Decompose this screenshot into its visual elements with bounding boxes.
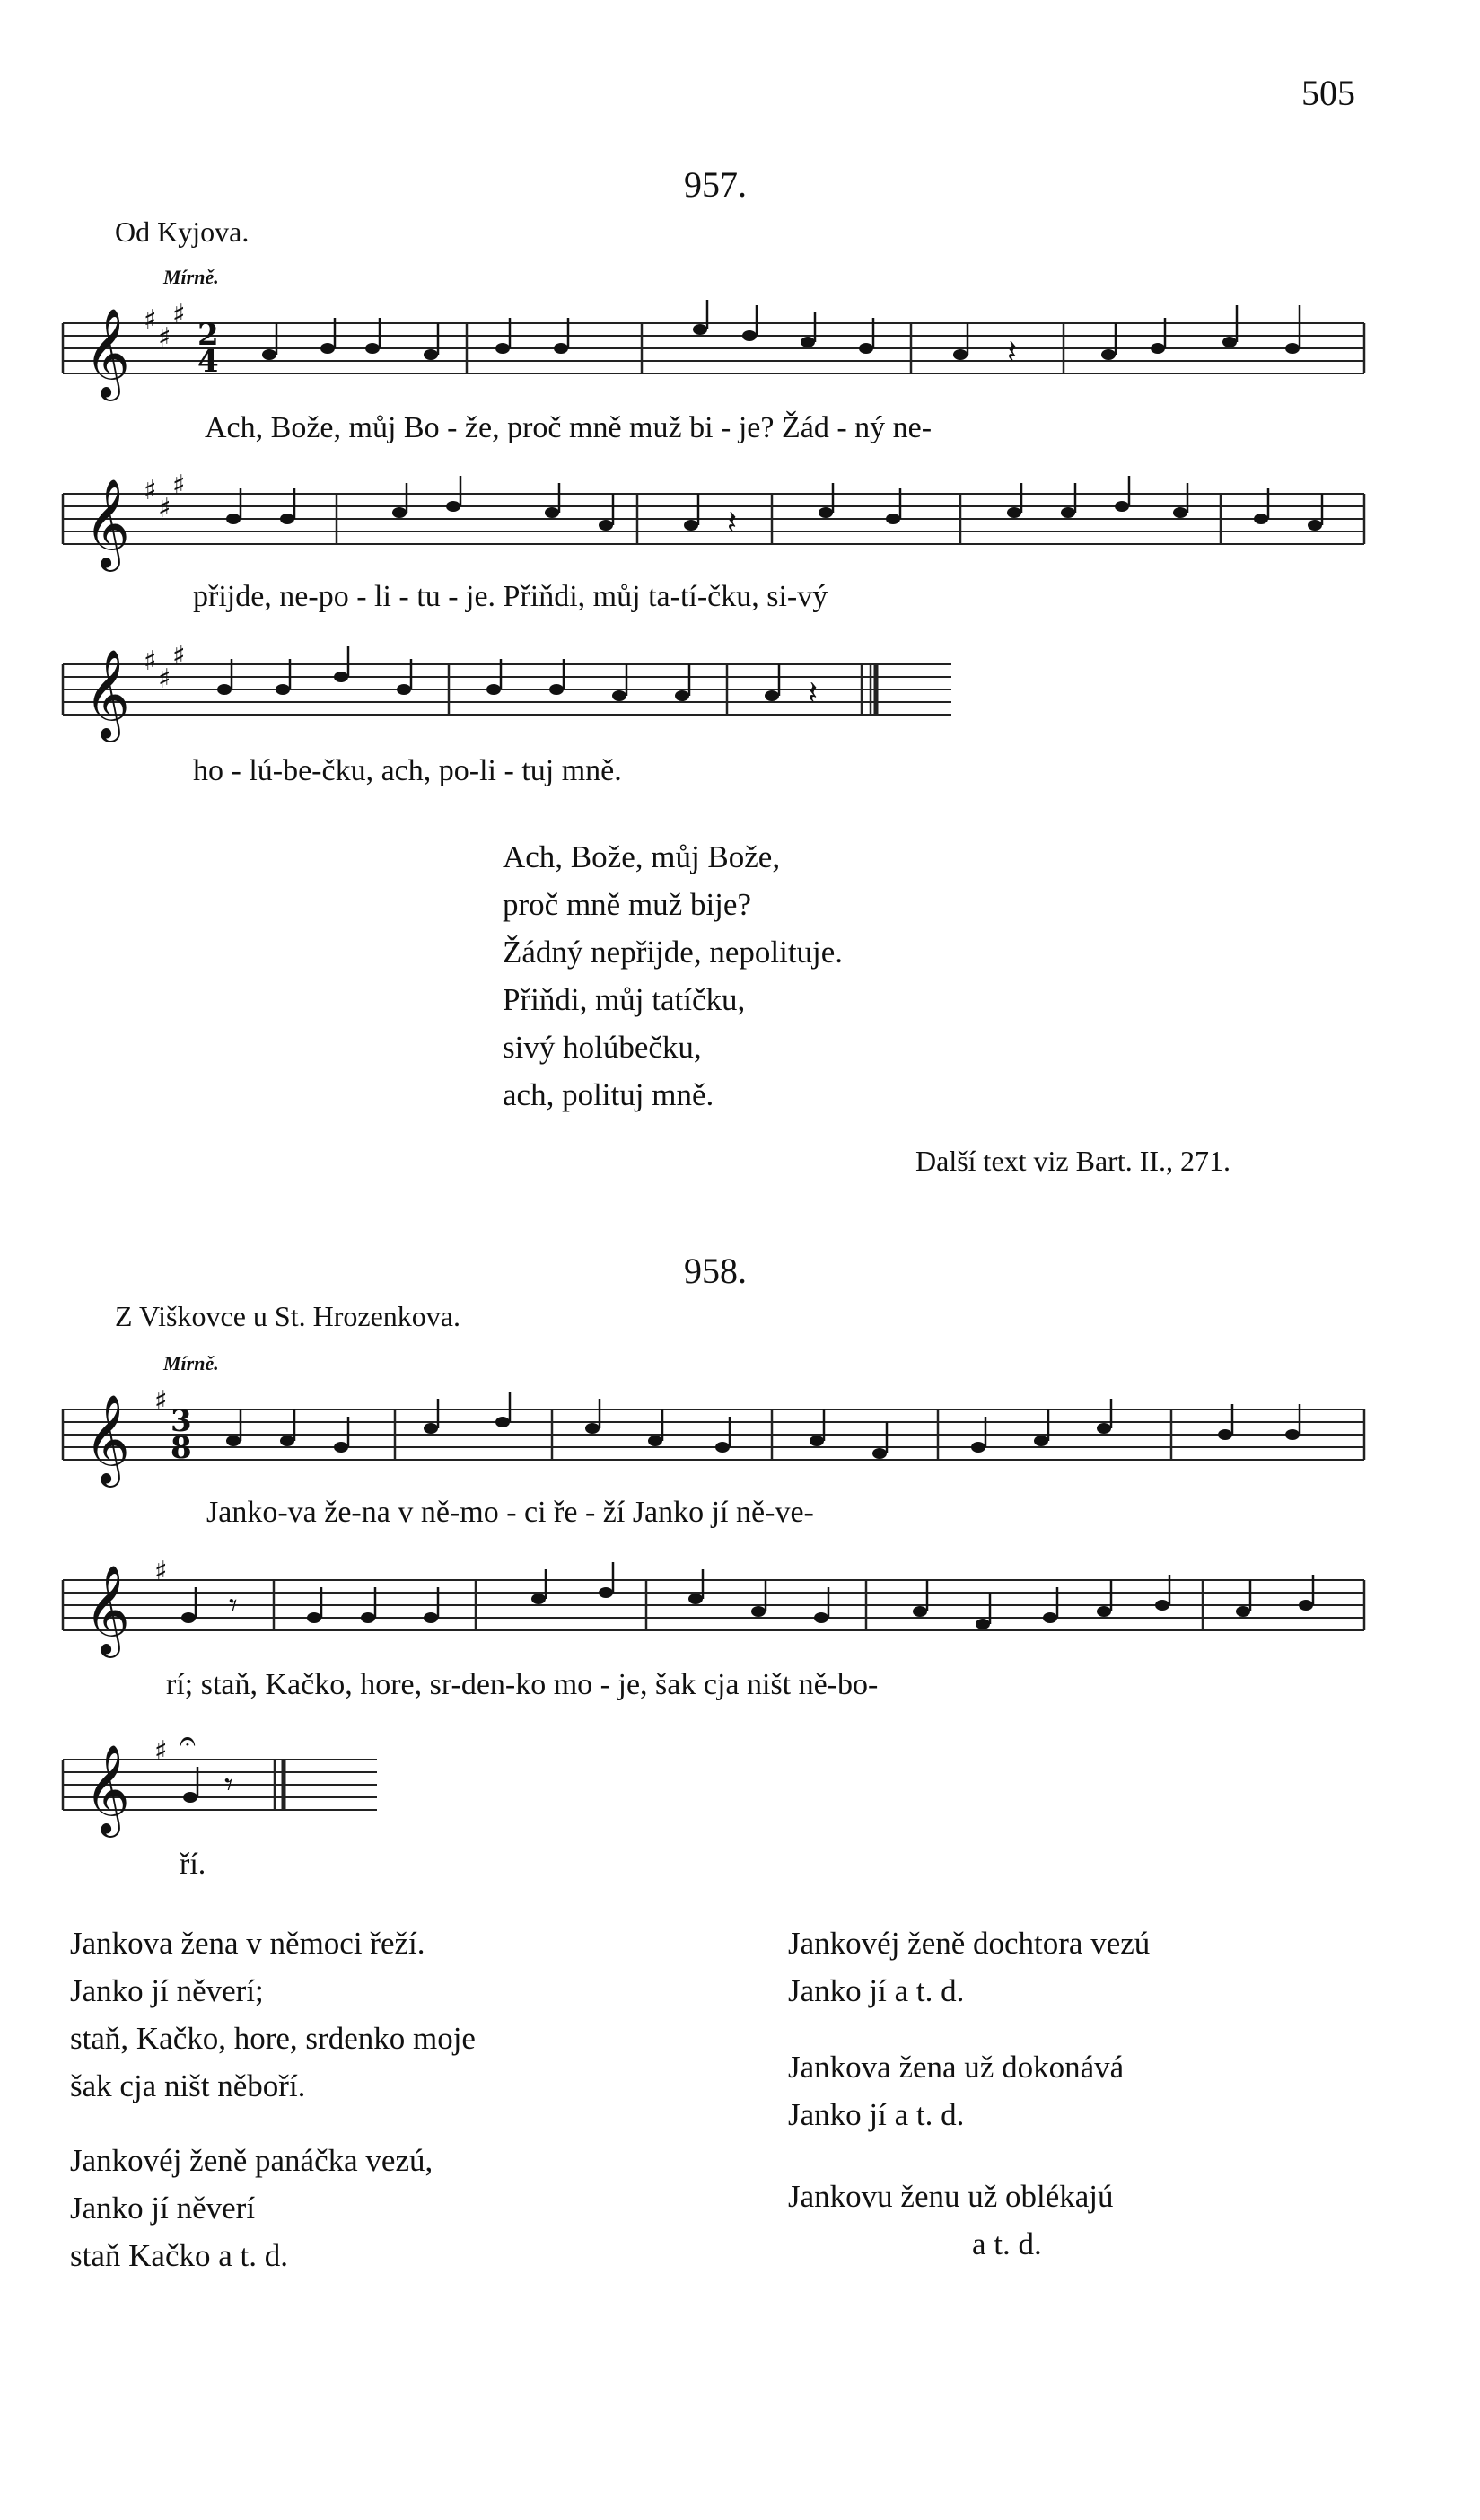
song-origin-958: Z Viškovce u St. Hrozenkova. <box>115 1300 460 1332</box>
notes <box>226 1392 1300 1459</box>
time-signature-bottom: 4 <box>197 344 219 380</box>
verse-line: Přiňdi, můj tatíčku, <box>503 982 746 1017</box>
verse-line: Janko jí něverí; <box>70 1973 264 2008</box>
verse-line: staň Kačko a t. d. <box>70 2238 288 2273</box>
verse-958-right-3 <box>788 2173 1114 2268</box>
treble-clef-icon: 𝄞 <box>84 649 130 739</box>
lyric-line-957-3: ho - lú-be-čku, ach, po-li - tuj mně. <box>193 754 622 787</box>
song-number-958: 958. <box>684 1251 747 1291</box>
verse-line: Jankova žena už dokonává <box>788 2050 1125 2085</box>
notes <box>181 1562 1313 1629</box>
treble-clef-icon: 𝄞 <box>84 479 130 568</box>
verse-line: Jankovéj ženě dochtora vezú <box>788 1926 1151 1961</box>
quarter-rest-icon: 𝄽 <box>727 505 738 541</box>
lyric-line-958-2: rí; staň, Kačko, hore, sr-den-ko mo - je, šak cja ništ ně-bo- <box>166 1668 879 1701</box>
treble-clef-icon: 𝄞 <box>84 1394 130 1484</box>
notes <box>217 646 779 701</box>
treble-clef-icon: 𝄞 <box>84 1565 130 1655</box>
verse-line: šak cja ništ něboří. <box>70 2068 306 2103</box>
verse-958-left-2 <box>70 2137 433 2279</box>
verse-958-right-2 <box>788 2043 1124 2138</box>
tempo-marking-958: Mírně. <box>163 1352 219 1374</box>
time-signature-bottom: 8 <box>171 1430 192 1466</box>
sharp-icon: ♯ <box>172 470 186 501</box>
tempo-marking-957: Mírně. <box>163 266 219 288</box>
sharp-icon: ♯ <box>172 640 186 672</box>
eighth-rest-icon: 𝄾 <box>229 1587 238 1624</box>
verse-line: Žádný nepřijde, nepolituje. <box>503 935 844 970</box>
eighth-rest-icon: 𝄾 <box>224 1767 233 1804</box>
verse-line: Jankova žena v němoci řeží. <box>70 1926 425 1961</box>
verse-line: Jankovéj ženě panáčka vezú, <box>70 2143 433 2178</box>
verse-958-right-1 <box>788 1919 1150 2015</box>
page-number: 505 <box>1301 73 1355 113</box>
music-staff-958-line-3 <box>54 1706 395 1840</box>
sharp-icon: ♯ <box>172 299 186 330</box>
quarter-rest-icon: 𝄽 <box>1007 334 1018 371</box>
staff-lines <box>63 494 1364 544</box>
verse-line: sivý holúbečku, <box>503 1030 702 1065</box>
lyric-line-957-1: Ach, Bože, můj Bo - že, proč mně muž bi - je? Žád - ný ne- <box>205 411 933 444</box>
verse-line: Janko jí a t. d. <box>788 1973 965 2008</box>
verse-line: Janko jí a t. d. <box>788 2097 965 2132</box>
fermata-icon: 𝄐 <box>180 1724 196 1758</box>
treble-clef-icon: 𝄞 <box>84 308 130 398</box>
sharp-icon: ♯ <box>154 1556 168 1587</box>
music-staff-957-line-3 <box>54 610 951 745</box>
lyric-line-958-1: Janko-va že-na v ně-mo - ci ře - ží Janko jí ně-ve- <box>206 1496 814 1529</box>
verse-line: Janko jí něverí <box>70 2191 256 2226</box>
verse-line: Jankovu ženu už oblékajú <box>788 2179 1114 2214</box>
sharp-icon: ♯ <box>144 304 157 336</box>
lyric-line-957-2: přijde, ne-po - li - tu - je. Přiňdi, můj ta-tí-čku, si-vý <box>193 580 828 613</box>
staff-lines <box>63 323 1364 373</box>
sharp-icon: ♯ <box>144 475 157 506</box>
staff-lines <box>63 664 951 715</box>
verse-line: proč mně muž bije? <box>503 887 751 922</box>
sharp-icon: ♯ <box>154 1735 168 1767</box>
time-signature-top: 2 <box>197 317 219 353</box>
music-staff-958-line-1 <box>54 1356 1373 1490</box>
music-staff-957-line-2 <box>54 440 1373 575</box>
additional-text-note: Další text viz Bart. II., 271. <box>915 1145 1231 1177</box>
lyric-line-958-3: ří. <box>180 1848 206 1881</box>
verse-line: staň, Kačko, hore, srdenko moje <box>70 2021 476 2056</box>
sharp-icon: ♯ <box>144 645 157 677</box>
verse-line: a t. d. <box>972 2226 1042 2261</box>
quarter-rest-icon: 𝄽 <box>808 675 819 712</box>
notes <box>226 476 1322 531</box>
time-signature-top: 3 <box>171 1403 192 1439</box>
verse-958-left-1 <box>70 1919 476 2110</box>
sharp-icon: ♯ <box>158 493 171 524</box>
staff-lines <box>63 1409 1364 1460</box>
music-staff-957-line-1 <box>54 269 1373 404</box>
sharp-icon: ♯ <box>158 663 171 695</box>
verse-line: ach, polituj mně. <box>503 1077 714 1112</box>
song-origin-957: Od Kyjova. <box>115 215 250 248</box>
verse-957 <box>503 833 843 1119</box>
treble-clef-icon: 𝄞 <box>84 1744 130 1834</box>
music-staff-958-line-2 <box>54 1526 1373 1661</box>
notes <box>262 300 1300 360</box>
song-number-957: 957. <box>684 164 747 205</box>
verse-line: Ach, Bože, můj Bože, <box>503 839 781 874</box>
sharp-icon: ♯ <box>158 322 171 354</box>
sharp-icon: ♯ <box>154 1385 168 1417</box>
